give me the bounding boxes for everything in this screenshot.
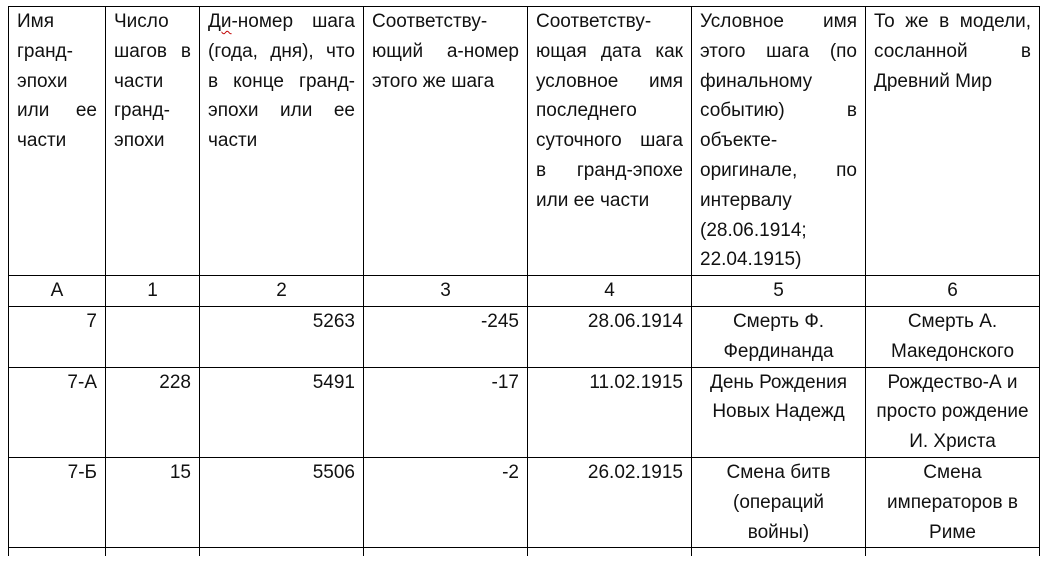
header-cell-step-count: Число шагов в части гранд-эпохи	[106, 7, 200, 276]
cell-date: 28.06.1914	[528, 306, 692, 367]
column-index-cell: 3	[364, 276, 528, 307]
table-row-continued	[9, 548, 1040, 557]
document-page	[8, 6, 1039, 556]
header-cell-di-number-text: -номер шага (года, дня), что в конце гранд-эпохи или ее части	[208, 11, 355, 152]
data-table	[8, 6, 1040, 556]
empty-cell	[364, 548, 528, 557]
cell-di-number: 5506	[200, 457, 364, 547]
header-cell-ancient-model: То же в модели, сосланной в Древний Мир	[866, 7, 1040, 276]
cell-di-number: 5263	[200, 306, 364, 367]
header-cell-date: Соответствующая дата как условное имя последнего суточного шага в гранд-эпохе или ее части	[528, 7, 692, 276]
empty-cell	[866, 548, 1040, 557]
column-index-row	[9, 276, 1040, 307]
table-row	[9, 367, 1040, 457]
empty-cell	[692, 548, 866, 557]
empty-cell	[106, 548, 200, 557]
table-row	[9, 457, 1040, 547]
header-cell-di-number	[200, 7, 364, 276]
cell-model-event: Рождество-А и просто рождение И. Христа	[866, 367, 1040, 457]
cell-original-event: Смена битв (операций войны)	[692, 457, 866, 547]
spellcheck-underlined-word: Ди	[208, 11, 232, 32]
cell-original-event: День Рождения Новых Надежд	[692, 367, 866, 457]
cell-steps: 228	[106, 367, 200, 457]
cell-model-event: Смерть А. Македонского	[866, 306, 1040, 367]
table-row	[9, 306, 1040, 367]
header-cell-original-name: Условное имя этого шага (по финальному событию) в объекте-оригинале, по интервалу (28.06.1914; 22.04.1915)	[692, 7, 866, 276]
cell-steps	[106, 306, 200, 367]
cell-name: 7-А	[9, 367, 106, 457]
empty-cell	[9, 548, 106, 557]
column-index-cell: А	[9, 276, 106, 307]
column-index-cell: 5	[692, 276, 866, 307]
cell-a-number: -245	[364, 306, 528, 367]
empty-cell	[200, 548, 364, 557]
header-cell-grand-epoch-name: Имя гранд-эпохи или ее части	[9, 7, 106, 276]
column-index-cell: 2	[200, 276, 364, 307]
cell-name: 7-Б	[9, 457, 106, 547]
cell-date: 26.02.1915	[528, 457, 692, 547]
header-row	[9, 7, 1040, 276]
cell-a-number: -2	[364, 457, 528, 547]
cell-a-number: -17	[364, 367, 528, 457]
cell-model-event: Смена императоров в Риме	[866, 457, 1040, 547]
header-cell-a-number: Соответствующий а-номер этого же шага	[364, 7, 528, 276]
column-index-cell: 6	[866, 276, 1040, 307]
column-index-cell: 1	[106, 276, 200, 307]
cell-di-number: 5491	[200, 367, 364, 457]
column-index-cell: 4	[528, 276, 692, 307]
empty-cell	[528, 548, 692, 557]
cell-date: 11.02.1915	[528, 367, 692, 457]
cell-name: 7	[9, 306, 106, 367]
cell-original-event: Смерть Ф. Фердинанда	[692, 306, 866, 367]
cell-steps: 15	[106, 457, 200, 547]
